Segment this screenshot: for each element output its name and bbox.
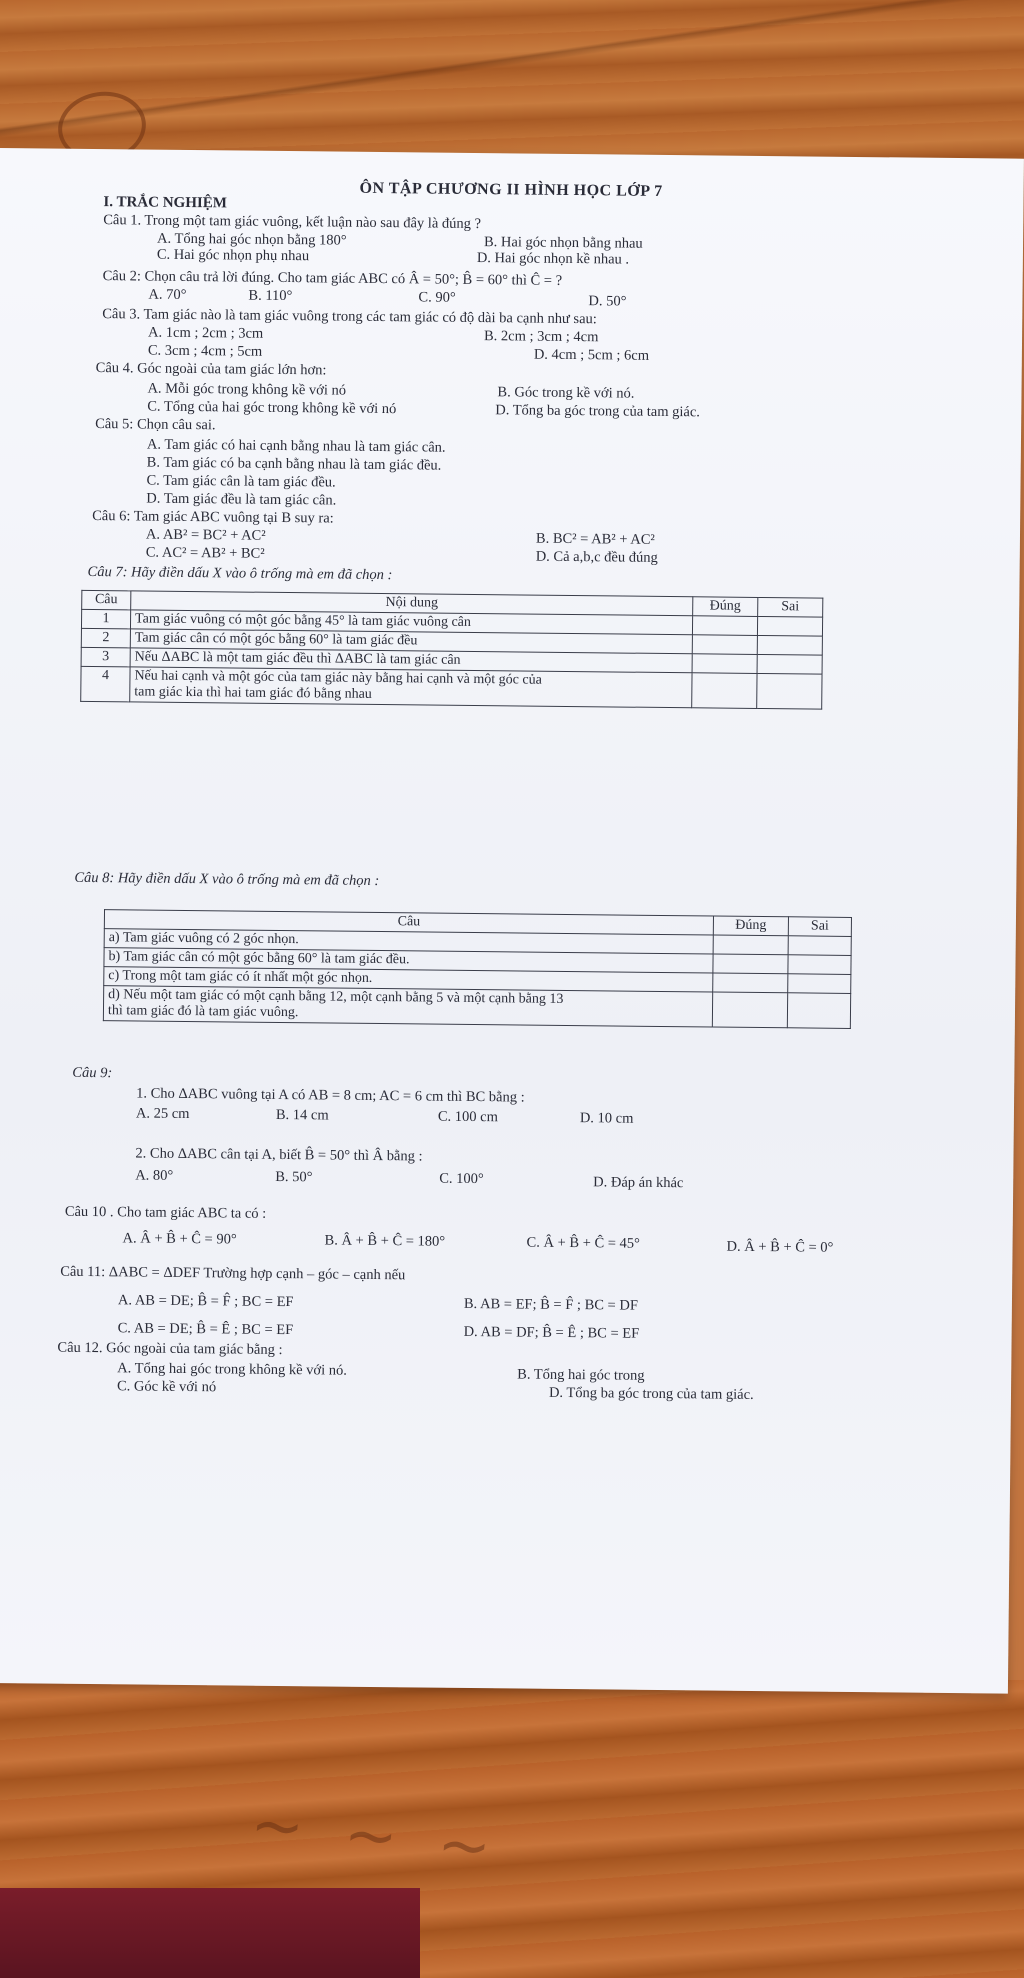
q4-stem: Câu 4. Góc ngoài của tam giác lớn hơn: [95,360,327,379]
q2-option-b: B. 110° [248,287,293,305]
answer-cell-sai[interactable] [788,936,851,956]
table-row [103,986,850,1029]
q4-option-a: A. Mỗi góc trong không kề với nó [147,380,347,399]
q1-stem: Câu 1. Trong một tam giác vuông, kết luận nào sau đây là đúng ? [103,212,482,233]
q9-part1-option-a: A. 25 cm [135,1105,190,1123]
q3-option-d: D. 4cm ; 5cm ; 6cm [533,346,650,364]
section-heading: I. TRẮC NGHIỆM [103,194,228,212]
q7-stem: Câu 7: Hãy điền dấu X vào ô trống mà em đã chọn : [87,563,393,584]
q5-option-b: B. Tam giác có ba cạnh bằng nhau là tam giác đều. [146,454,442,474]
q2-stem: Câu 2: Chọn câu trả lời đúng. Cho tam giác ABC có Â = 50°; B̂ = 60° thì Ĉ = ? [102,268,563,289]
q9-stem: Câu 9: [72,1064,113,1082]
row-statement-line-1: d) Nếu một tam giác có một cạnh bằng 12, một cạnh bằng 5 và một cạnh bằng 13 [108,987,564,1007]
q9-part2-option-b: B. 50° [275,1168,313,1186]
q6-stem: Câu 6: Tam giác ABC vuông tại B suy ra: [92,507,334,527]
q3-option-b: B. 2cm ; 3cm ; 4cm [483,328,599,346]
q10-option-d: D. Â + B̂ + Ĉ = 0° [726,1238,834,1256]
answer-cell-sai[interactable] [787,993,850,1029]
q7-table [80,590,823,710]
row-statement: b) Tam giác cân có một góc bằng 60° là tam giác đều. [104,948,713,973]
q2-option-a: A. 70° [148,286,187,303]
q4-option-c: C. Tổng của hai góc trong không kề với nó [147,398,397,418]
answer-cell-dung[interactable] [692,616,757,636]
q11-option-c: C. AB = DE; B̂ = Ê ; BC = EF [117,1320,294,1339]
q12-stem: Câu 12. Góc ngoài của tam giác bằng : [57,1339,283,1359]
q11-option-d: D. AB = DF; B̂ = Ê ; BC = EF [463,1323,640,1342]
q11-option-a: A. AB = DE; B̂ = F̂ ; BC = EF [117,1292,294,1311]
col-header-noi-dung: Nội dung [131,591,693,616]
answer-cell-sai[interactable] [757,673,822,709]
q5-option-d: D. Tam giác đều là tam giác cân. [146,490,337,509]
row-statement: a) Tam giác vuông có 2 góc nhọn. [104,929,713,954]
q2-option-c: C. 90° [418,289,456,306]
col-header-cau: Câu [104,910,713,935]
q10-option-b: B. Â + B̂ + Ĉ = 180° [324,1232,446,1250]
red-cloth [0,1888,420,1978]
q6-option-d: D. Cả a,b,c đều đúng [535,548,658,566]
row-number: 4 [81,666,130,702]
row-statement [103,986,712,1027]
q4-option-b: B. Góc trong kề với nó. [497,384,635,402]
col-header-cau: Câu [82,590,131,610]
q3-stem: Câu 3. Tam giác nào là tam giác vuông trong các tam giác có độ dài ba cạnh như sau: [102,306,597,328]
row-statement [130,667,692,708]
q9-part2-option-a: A. 80° [135,1167,174,1184]
row-number: 1 [81,609,130,629]
answer-cell-dung[interactable] [713,954,788,974]
answer-cell-dung[interactable] [713,973,788,993]
table-scribble: ~ ~ ~ [246,1787,505,1887]
row-statement: Tam giác cân có một góc bằng 60° là tam giác đều [130,629,692,654]
q5-option-c: C. Tam giác cân là tam giác đều. [146,472,336,491]
q8-table [103,909,852,1029]
answer-cell-sai[interactable] [788,955,851,975]
answer-cell-dung[interactable] [692,635,757,655]
q9-part2-stem: 2. Cho ΔABC cân tại A, biết B̂ = 50° thì Â bằng : [135,1145,423,1165]
q1-option-c: C. Hai góc nhọn phụ nhau [156,246,310,265]
row-number: 2 [81,628,130,648]
q9-part2-option-c: C. 100° [439,1170,484,1188]
q3-option-a: A. 1cm ; 2cm ; 3cm [147,324,264,342]
answer-cell-sai[interactable] [757,616,822,636]
q11-option-b: B. AB = EF; B̂ = F̂ ; BC = DF [463,1295,639,1314]
q9-part1-option-b: B. 14 cm [275,1106,329,1124]
q9-part1-option-d: D. 10 cm [579,1110,634,1127]
q6-option-b: B. BC² = AB² + AC² [535,530,655,548]
row-statement: Tam giác vuông có một góc bằng 45° là tam giác vuông cân [130,610,692,635]
row-statement-line-2: thì tam giác đó là tam giác vuông. [107,1003,299,1021]
col-header-sai: Sai [788,917,851,937]
table-row [81,666,822,709]
q9-part1-option-c: C. 100 cm [437,1108,498,1126]
exam-sheet [0,148,1024,1694]
answer-cell-dung[interactable] [712,992,787,1028]
col-header-dung: Đúng [713,916,788,936]
q10-option-c: C. Â + B̂ + Ĉ = 45° [526,1234,640,1252]
answer-cell-sai[interactable] [757,635,822,655]
q3-option-c: C. 3cm ; 4cm ; 5cm [147,342,263,360]
row-statement: c) Trong một tam giác có ít nhất một góc nhọn. [104,967,713,992]
q8-stem: Câu 8: Hãy điền dấu X vào ô trống mà em đã chọn : [74,869,380,890]
q9-part1-stem: 1. Cho ΔABC vuông tại A có AB = 8 cm; AC = 6 cm thì BC bằng : [136,1085,525,1106]
wooden-table-bottom [0,1680,1024,1978]
answer-cell-dung[interactable] [692,654,757,674]
q5-option-a: A. Tam giác có hai cạnh bằng nhau là tam giác cân. [146,436,446,456]
q6-option-a: A. AB² = BC² + AC² [145,526,266,544]
q12-option-a: A. Tổng hai góc trong không kề với nó. [117,1360,348,1379]
q2-option-d: D. 50° [588,293,627,310]
q1-option-a: A. Tổng hai góc nhọn bằng 180° [156,230,347,249]
q10-stem: Câu 10 . Cho tam giác ABC ta có : [64,1203,267,1222]
row-statement-line-1: Nếu hai cạnh và một góc của tam giác này bằng hai cạnh và một góc của [134,668,542,688]
answer-cell-sai[interactable] [788,974,851,994]
q10-option-a: A. Â + B̂ + Ĉ = 90° [122,1230,237,1248]
q12-option-d: D. Tổng ba góc trong của tam giác. [548,1384,754,1403]
row-number: 3 [81,647,130,667]
row-statement: Nếu ΔABC là một tam giác đều thì ΔABC là tam giác cân [130,648,692,673]
col-header-dung: Đúng [693,597,758,617]
answer-cell-dung[interactable] [692,673,757,709]
q12-option-c: C. Góc kề với nó [116,1378,217,1396]
q5-stem: Câu 5: Chọn câu sai. [95,416,216,434]
answer-cell-sai[interactable] [757,654,822,674]
q11-stem: Câu 11: ΔABC = ΔDEF Trường hợp cạnh – góc – cạnh nếu [60,1263,406,1284]
answer-cell-dung[interactable] [713,935,788,955]
q1-option-d: D. Hai góc nhọn kề nhau . [476,250,630,268]
q4-option-d: D. Tổng ba góc trong của tam giác. [495,402,701,421]
page-title: ÔN TẬP CHƯƠNG II HÌNH HỌC LỚP 7 [359,179,663,200]
q12-option-b: B. Tổng hai góc trong [517,1366,645,1384]
row-statement-line-2: tam giác kia thì hai tam giác đó bằng nhau [134,684,372,702]
q1-option-b: B. Hai góc nhọn bằng nhau [483,234,643,252]
q9-part2-option-d: D. Đáp án khác [593,1174,684,1192]
col-header-sai: Sai [758,597,823,617]
q6-option-c: C. AC² = AB² + BC² [145,544,265,562]
